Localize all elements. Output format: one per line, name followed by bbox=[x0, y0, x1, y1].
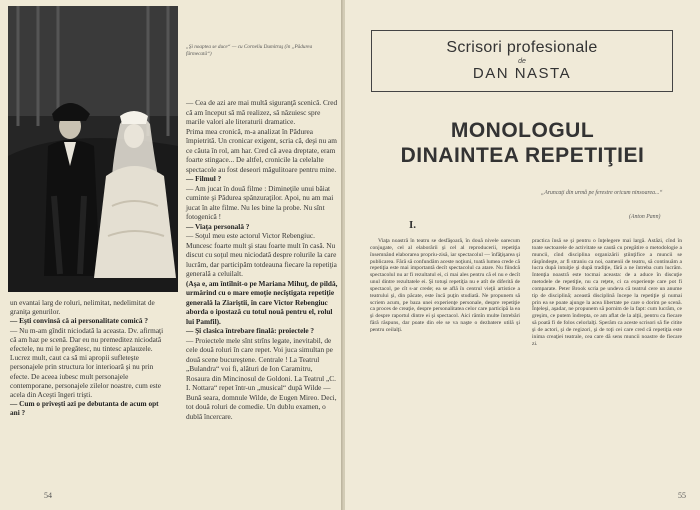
series-by: de bbox=[518, 58, 526, 65]
interview-question: — Viaţa personală ? bbox=[186, 221, 250, 231]
series-header-box bbox=[371, 30, 673, 92]
interview-question: — Eşti convinsă că ai personalitate comică ? bbox=[10, 316, 149, 326]
right-page bbox=[345, 0, 700, 510]
interview-question: — Filmul ? bbox=[186, 174, 222, 183]
interview-question: (Aşa e, am întîlnit-o pe Mariana Mihuţ, de pildă, urmărind cu o mare emoţie necîştigata repetiţie generală la Ziariştii, în care Victor Rebengiuc aborda o ipostază cu totul nouă pentru el, rolul lui Pamfil). bbox=[186, 278, 338, 326]
left-page bbox=[0, 0, 343, 510]
article-column-2 bbox=[532, 238, 682, 348]
page-number-right: 55 bbox=[678, 491, 686, 500]
interview-paragraph: — Am jucat în două filme : Dimineţile unui băiat cuminte şi Pădurea spânzuraţilor. Apoi, nu am mai jucat în alte filme. Nu les bine la probe. Nu sînt fotogenică ! bbox=[186, 183, 334, 221]
interview-paragraph: — Proiectele mele sînt strîns legate, inevitabil, de cele două roluri în care repet. Voi juca simultan pe două scene bucureştene. Centrale ! La Teatrul „Bulandra“ voi fi, alături de Ion Caramitru, Rosaura din Mincinosul de Goldoni. La Teatrul „C. I. Nottara“ repet într-un „musical“ după Wilde — Bună seara, domnule Wilde, de Eugen Mireo. Deci, tot două roluri de comedie. Un dublu examen, o dublă încercare. bbox=[186, 335, 337, 421]
epigraph: „Aruncaţi din urmă pe ferestre oricum ninsoarea...“ bbox=[541, 190, 663, 196]
page-number-left: 54 bbox=[44, 491, 52, 500]
interview-question: — Cum o priveşti azi pe debutanta de acum opt ani ? bbox=[10, 399, 159, 418]
interview-question: — Şi clasica întrebare finală: proiectele ? bbox=[186, 326, 315, 335]
series-title: Scrisori profesionale bbox=[446, 39, 598, 56]
interview-paragraph: — Cea de azi are mai multă siguranţă scenică. Cred că am început să mă realizez, să năzuiesc spre marile valori ale literaturii dramatice. bbox=[186, 98, 338, 126]
article-column-1 bbox=[370, 238, 520, 334]
photo-caption: „Şi noaptea se duce“ — cu Corneliu Dumitraş (în „Pădurea fărmecată“) bbox=[186, 44, 313, 57]
article-title-line1: MONOLOGUL bbox=[450, 119, 595, 142]
epigraph-author: (Anton Pann) bbox=[629, 214, 661, 220]
interview-paragraph: — Nu m-am gîndit niciodată la aceasta. Dv. afirmaţi că am haz pe scenă. Dar eu nu premeditez niciodată efectele, nu mi le pregătesc, nu tintesc aplauzele. Lucrez mult, caut ca să mi apropii sufleteşte personajele prin structura lor interioară şi nu prin efecte. De aceea iubesc mult personajele contemporane, personajele zilelor noastre, cum este acela din Aceşti îngeri trişti. bbox=[10, 325, 164, 400]
article-title bbox=[345, 118, 700, 168]
article-column-1-text: Viaţa noastră în teatru se desfăşoară, în două nivele oarecum conjugate, cel al elaborării şi cel al reproducerii, repetiţia însemnând elaborarea propriu-zisă, iar spectacolul — înfăţişarea şi publicarea. Fără să confundăm aceste noţiuni, toată lumea crede că repetiţia este mai importantă decît spectacolul ca atare. Nu fiindcă spectacolul nu ar fi rezultatul ei, ci mai ales pentru că el nu e decît unul dintre rezultatele ei. Şi totuşi repetiţia nu e atît de diferită de spectacol, pe cît s-ar crede; ea se află în centrul vieţii artistice a teatrului şi, din păcate, este încă puţin studiată. Ne propunem să scriem acum, pe baza unei experienţe personale, despre repetiţie ca proces de creaţie, despre personalitatea celor care participă la ea şi despre raportul dintre ei şi spectacol. Aici rămîn multe întrebări fără răspuns, dar poate din ele se va naşte o dezbatere utilă şi pentru ceilalţi. bbox=[370, 238, 520, 333]
interview-paragraph: Prima mea cronică, m-a analizat în Pădurea împietrită. Un cronicar exigent, scria că, deşi nu am ce căuta în rol, am har. Cred că avea dreptate, eram foarte stingace... De altfel, cronicile la celelalte spectacole au fost deseori măgulitoare pentru mine. bbox=[186, 126, 337, 174]
interview-paragraph: un evantai larg de roluri, nelimitat, nedelimitat de graniţa genurilor. bbox=[10, 298, 155, 317]
interview-column-bottom bbox=[10, 298, 170, 418]
stage-photo-illustration bbox=[8, 6, 178, 292]
article-column-2-text: practica însă se şi pentru o înţelegere mai largă. Astăzi, cînd în toate sectoarele de activitate se caută cu pregătire o metodologie a muncii, cînd disciplina organizării ştiinţifice a muncii se răspîndeşte, ar fi straniu ca noi, oamenii de teatru, să continuăm a lucra după intuiţie şi după tradiţie, fără a ne întreba cum lucrăm. Intenţia noastră este tocmai aceasta: de a aduce în discuţie metodele de repetiţie, nu ca reţete, ci ca experienţe care pot fi comparate. Peter Brook scria pe undeva că teatrul cere un anume tip de disciplină; această disciplină începe la repetiţie şi numai prin ea se poate ajunge la acea libertate pe care o dorim pe scenă. Înţeleşi, aşadar, ne propunem să pornim de la fapt: cum lucrăm, ce greşim, ce putem îndrepta, ce am aflat de la alţii, pentru ca fiecare să poată fi de folos celorlalţi. Sperăm ca aceste scrisori să fie citite şi de actori, şi de regizori, şi de toţi cei care cred că repetiţia este inima creaţiei teatrale, cea care dă sens muncii noastre de fiecare zi. bbox=[532, 238, 682, 347]
section-numeral: I. bbox=[409, 219, 417, 231]
interview-paragraph: — Soţul meu este actorul Victor Rebengiuc. Muncesc foarte mult şi stau foarte mult în casă. Nu discut cu soţul meu niciodată despre rolurile la care lucrăm, dar participăm totdeauna fiecare la repetiţia generală a celuilalt. bbox=[186, 231, 337, 278]
article-title-line2: DINAINTEA REPETIŢIEI bbox=[400, 144, 645, 167]
series-author: DAN NASTA bbox=[472, 65, 572, 82]
interview-column-right bbox=[186, 98, 338, 421]
stage-photo bbox=[8, 6, 178, 292]
